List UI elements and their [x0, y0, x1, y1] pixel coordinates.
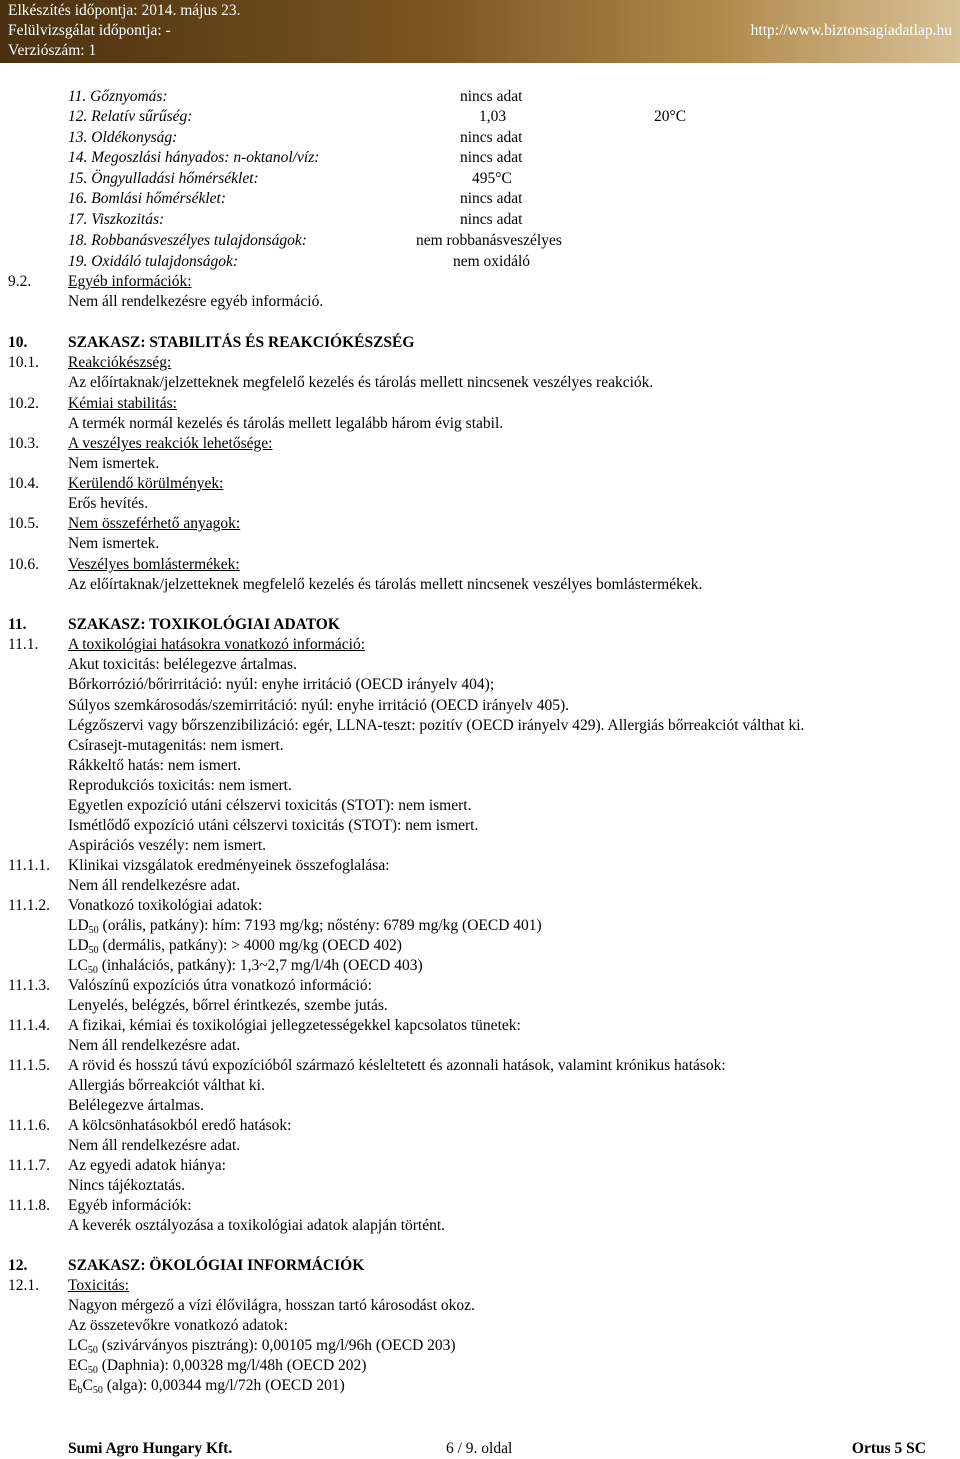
section-number: 9.2. [8, 273, 32, 290]
subsection-title: A toxikológiai hatásokra vonatkozó információ: [68, 636, 366, 653]
subsection-title: Reakciókészség: [68, 354, 172, 371]
subsection-title: Vonatkozó toxikológiai adatok: [68, 897, 263, 914]
property-value: 1,03 [479, 108, 507, 125]
section-text: Aspirációs veszély: nem ismert. [68, 837, 267, 854]
property-label: 16. Bomlási hőmérséklet: [68, 190, 226, 207]
ecotox-value-line: $E_bC_{50}$ (alga): 0,00344 mg/l/72h (OECD 201) [68, 1377, 345, 1396]
section-number: 10.3. [8, 435, 39, 452]
subsection-title: Kémiai stabilitás: [68, 395, 177, 412]
section-number: 11.1.7. [8, 1157, 51, 1174]
section-number: 11.1. [8, 636, 39, 653]
section-text: Nagyon mérgező a vízi élővilágra, hosszan tartó károsodást okoz. [68, 1297, 475, 1314]
section-number: 12. [8, 1257, 28, 1274]
ecotox-value-line: $EC_{50}$ (Daphnia): 0,00328 mg/l/48h (OECD 202) [68, 1357, 367, 1376]
property-value: nincs adat [460, 88, 523, 105]
section-text: Ismétlődő expozíció utáni célszervi toxicitás (STOT): nem ismert. [68, 817, 479, 834]
section-number: 11.1.4. [8, 1017, 51, 1034]
subsection-title: Nem összeférhető anyagok: [68, 515, 241, 532]
revision-date: Felülvizsgálat időpontja: - [8, 22, 171, 39]
section-text: Az összetevőkre vonatkozó adatok: [68, 1317, 288, 1334]
section-number: 11.1.5. [8, 1057, 51, 1074]
property-label: 11. Gőznyomás: [68, 88, 168, 105]
ecotox-value-line: $LC_{50}$ (szivárványos pisztráng): 0,00105 mg/l/96h (OECD 203) [68, 1337, 456, 1356]
property-value: nincs adat [460, 211, 523, 228]
section-text: Nem áll rendelkezésre adat. [68, 1037, 241, 1054]
section-text: Reprodukciós toxicitás: nem ismert. [68, 777, 292, 794]
footer-company: Sumi Agro Hungary Kft. [68, 1440, 233, 1457]
property-value: nem oxidáló [453, 253, 531, 270]
section-text: Akut toxicitás: belélegezve ártalmas. [68, 656, 297, 673]
header-url-link[interactable]: http://www.biztonsagiadatlap.hu [750, 22, 952, 39]
property-label: 18. Robbanásveszélyes tulajdonságok: [68, 232, 307, 249]
property-label: 12. Relatív sűrűség: [68, 108, 193, 125]
section-text: Allergiás bőrreakciót válthat ki. [68, 1077, 265, 1094]
subsection-title: A kölcsönhatásokból eredő hatások: [68, 1117, 292, 1134]
subsection-title: Toxicitás: [68, 1277, 129, 1294]
section-text: Erős hevítés. [68, 495, 149, 512]
subsection-title: A fizikai, kémiai és toxikológiai jellegzetességekkel kapcsolatos tünetek: [68, 1017, 521, 1034]
subsection-title: Klinikai vizsgálatok eredményeinek összefoglalása: [68, 857, 390, 874]
section-text: Nem áll rendelkezésre adat. [68, 877, 241, 894]
section-text: Az előírtaknak/jelzetteknek megfelelő kezelés és tárolás mellett nincsenek veszélyes reakciók. [68, 374, 654, 391]
property-value: nincs adat [460, 190, 523, 207]
subsection-title: Veszélyes bomlástermékek: [68, 556, 240, 573]
subsection-title: Kerülendő körülmények: [68, 475, 224, 492]
section-number: 11.1.8. [8, 1197, 51, 1214]
section-text: Nincs tájékoztatás. [68, 1177, 186, 1194]
subsection-title: A rövid és hosszú távú expozícióból származó késleltetett és azonnali hatások, valamint krónikus hatások: [68, 1057, 726, 1074]
section-text: Csírasejt-mutagenitás: nem ismert. [68, 737, 284, 754]
section-number: 10. [8, 334, 28, 351]
subsection-title: Egyéb információk: [68, 273, 192, 290]
section-number: 10.5. [8, 515, 39, 532]
property-label: 13. Oldékonyság: [68, 129, 178, 146]
property-value: nincs adat [460, 149, 523, 166]
property-value: nem robbanásveszélyes [416, 232, 562, 249]
footer-product: Ortus 5 SC [851, 1440, 926, 1457]
section-number: 11.1.6. [8, 1117, 51, 1134]
section-number: 10.6. [8, 556, 39, 573]
subsection-title: Az egyedi adatok hiánya: [68, 1157, 226, 1174]
section-text: Az előírtaknak/jelzetteknek megfelelő kezelés és tárolás mellett nincsenek veszélyes bomlástermékek. [68, 576, 703, 593]
toxicity-value-line: $LD_{50}$ (dermális, patkány): > 4000 mg/kg (OECD 402) [68, 937, 402, 956]
footer-page-number: 6 / 9. oldal [446, 1440, 513, 1457]
section-heading: SZAKASZ: TOXIKOLÓGIAI ADATOK [68, 616, 340, 633]
section-text: Nem ismertek. [68, 535, 160, 552]
subsection-title: Valószínű expozíciós útra vonatkozó információ: [68, 977, 372, 994]
property-label: 15. Öngyulladási hőmérséklet: [68, 170, 259, 187]
property-label: 19. Oxidáló tulajdonságok: [68, 253, 239, 270]
section-text: Lenyelés, belégzés, bőrrel érintkezés, szembe jutás. [68, 997, 388, 1014]
toxicity-value-line: $LD_{50}$ (orális, patkány): hím: 7193 mg/kg; nőstény: 6789 mg/kg (OECD 401) [68, 917, 542, 936]
property-value: 495°C [472, 170, 512, 187]
version-number: Verziószám: 1 [8, 42, 97, 59]
section-text: A keverék osztályozása a toxikológiai adatok alapján történt. [68, 1217, 446, 1234]
section-number: 12.1. [8, 1277, 39, 1294]
section-number: 10.1. [8, 354, 39, 371]
toxicity-value-line: $LC_{50}$ (inhalációs, patkány): 1,3~2,7 mg/l/4h (OECD 403) [68, 957, 423, 976]
section-number: 11. [8, 616, 27, 633]
section-text: Egyetlen expozíció utáni célszervi toxicitás (STOT): nem ismert. [68, 797, 472, 814]
section-text: Rákkeltő hatás: nem ismert. [68, 757, 242, 774]
section-text: Súlyos szemkárosodás/szemirritáció: nyúl: enyhe irritáció (OECD irányelv 405). [68, 697, 570, 714]
subsection-title: Egyéb információk: [68, 1197, 192, 1214]
section-number: 10.2. [8, 395, 39, 412]
section-heading: SZAKASZ: ÖKOLÓGIAI INFORMÁCIÓK [68, 1257, 365, 1274]
property-label: 17. Viszkozitás: [68, 211, 165, 228]
subsection-title: A veszélyes reakciók lehetősége: [68, 435, 273, 452]
section-text: Nem ismertek. [68, 455, 160, 472]
property-extra: 20°C [654, 108, 687, 125]
section-text: Bőrkorrózió/bőrirritáció: nyúl: enyhe irritáció (OECD irányelv 404); [68, 676, 495, 693]
section-text: A termék normál kezelés és tárolás mellett legalább három évig stabil. [68, 415, 504, 432]
property-label: 14. Megoszlási hányados: n-oktanol/víz: [68, 149, 320, 166]
section-number: 10.4. [8, 475, 39, 492]
section-text: Belélegezve ártalmas. [68, 1097, 204, 1114]
header-meta [8, 1, 240, 61]
property-value: nincs adat [460, 129, 523, 146]
section-text: Légzőszervi vagy bőrszenzibilizáció: egér, LLNA-teszt: pozitív (OECD irányelv 429). Allergiás bőrreakciót válthat ki. [68, 717, 805, 734]
section-number: 11.1.3. [8, 977, 51, 994]
section-text: Nem áll rendelkezésre egyéb információ. [68, 293, 324, 310]
section-number: 11.1.2. [8, 897, 51, 914]
section-number: 11.1.1. [8, 857, 51, 874]
section-text: Nem áll rendelkezésre adat. [68, 1137, 241, 1154]
section-heading: SZAKASZ: STABILITÁS ÉS REAKCIÓKÉSZSÉG [68, 334, 415, 351]
created-date: Elkészítés időpontja: 2014. május 23. [8, 2, 241, 19]
document-header [0, 0, 960, 63]
